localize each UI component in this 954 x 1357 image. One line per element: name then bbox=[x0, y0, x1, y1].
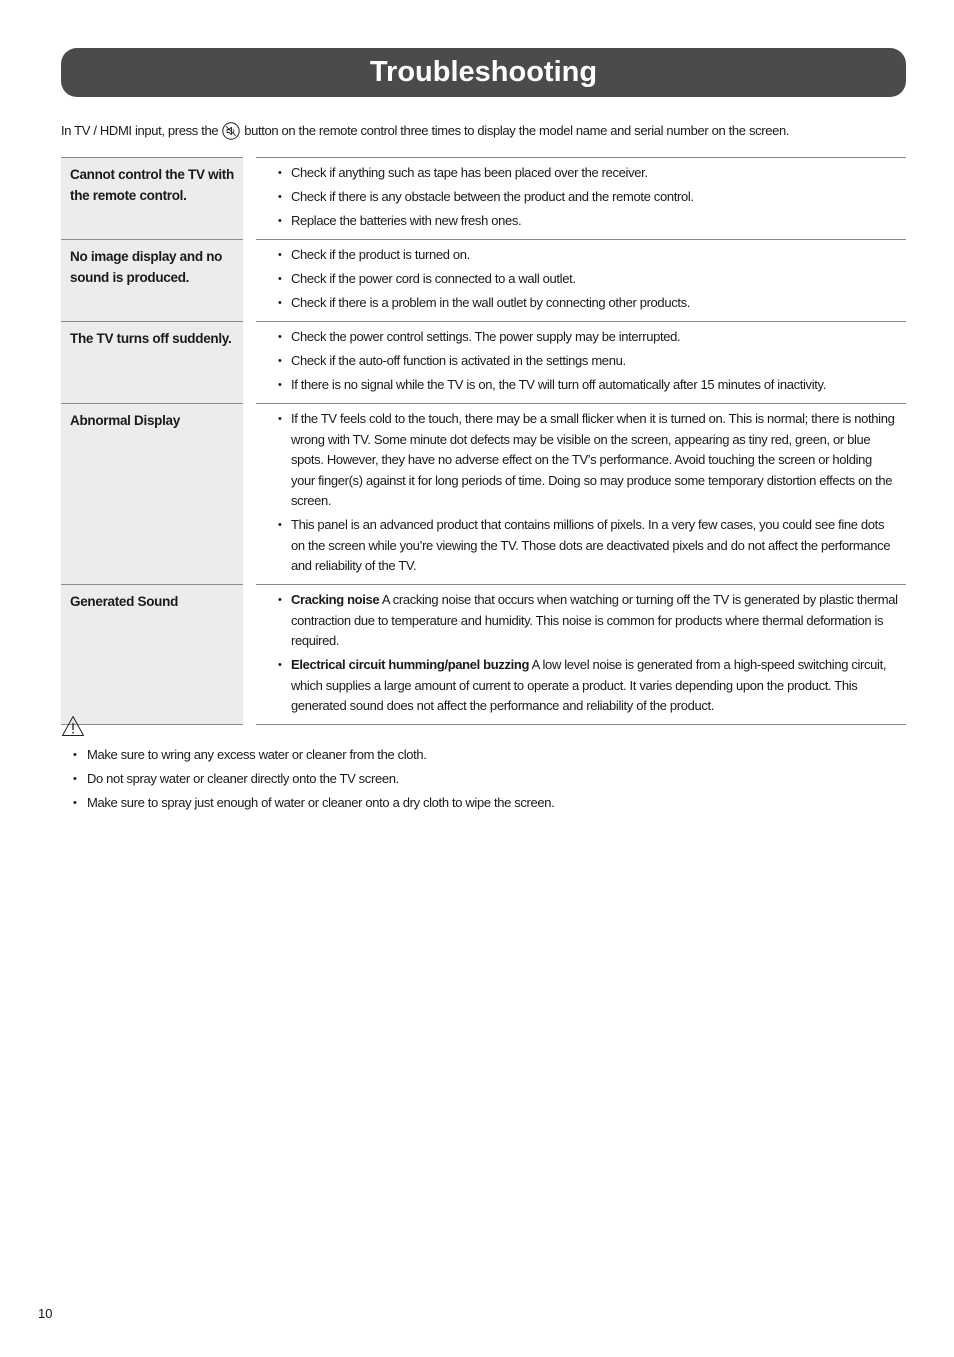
solution-item: • Check if anything such as tape has been placed over the receiver. bbox=[278, 163, 898, 184]
intro-before: In TV / HDMI input, press the bbox=[61, 123, 219, 138]
caution-item: • Make sure to spray just enough of water or cleaner onto a dry cloth to wipe the screen. bbox=[61, 793, 906, 813]
solution-item: • If the TV feels cold to the touch, there may be a small flicker when it is turned on. This is normal; there is nothing wrong with TV. Some minute dot defects may be visible on the screen, appearing as tiny red, green, or blue spots. However, they have no adverse effect on the TV’s performance. Avoid touching the screen or holding your finger(s) against it for long periods of time. Doing so may produce some temporary distortion effects on the screen. bbox=[278, 409, 898, 512]
solution-item: • Check the power control settings. The power supply may be interrupted. bbox=[278, 327, 898, 348]
troubleshooting-table bbox=[61, 157, 906, 725]
problem-cell: Cannot control the TV with the remote control. bbox=[61, 157, 243, 239]
solution-item: • This panel is an advanced product that contains millions of pixels. In a very few cases, you could see fine dots on the screen while you’re viewing the TV. Those dots are deactivated pixels and do not affect the performance and reliability of the TV. bbox=[278, 515, 898, 577]
solution-item: • Check if the power cord is connected to a wall outlet. bbox=[278, 269, 898, 290]
solution-item: • Check if the product is turned on. bbox=[278, 245, 898, 266]
solution-item: • Check if the auto-off function is activated in the settings menu. bbox=[278, 351, 898, 372]
solution-cell bbox=[256, 239, 906, 321]
solution-cell bbox=[256, 584, 906, 725]
caution-section bbox=[61, 715, 906, 817]
solution-item: • Cracking noise A cracking noise that occurs when watching or turning off the TV is generated by plastic thermal contraction due to temperature and humidity. This noise is common for products where thermal deformation is required. bbox=[278, 590, 898, 652]
table-row bbox=[61, 321, 906, 403]
solution-term: Cracking noise bbox=[291, 592, 380, 607]
page-number: 10 bbox=[38, 1306, 53, 1321]
page-title: Troubleshooting bbox=[369, 56, 598, 88]
solution-cell bbox=[256, 403, 906, 584]
problem-cell: Abnormal Display bbox=[61, 403, 243, 584]
intro-text bbox=[61, 121, 906, 141]
table-row bbox=[61, 157, 906, 239]
solution-term: Electrical circuit humming/panel buzzing bbox=[291, 657, 530, 672]
table-row bbox=[61, 239, 906, 321]
problem-cell: No image display and no sound is produced. bbox=[61, 239, 243, 321]
table-row bbox=[61, 403, 906, 584]
solution-cell bbox=[256, 321, 906, 403]
solution-item: • Check if there is a problem in the wall outlet by connecting other products. bbox=[278, 293, 898, 314]
solution-item: • Electrical circuit humming/panel buzzing A low level noise is generated from a high-speed switching circuit, which supplies a large amount of current to operate a product. It varies depending upon the product. This generated sound does not affect the performance and reliability of the product. bbox=[278, 655, 898, 717]
warning-triangle-icon bbox=[61, 715, 85, 737]
table-row bbox=[61, 584, 906, 725]
solution-item: • If there is no signal while the TV is on, the TV will turn off automatically after 15 minutes of inactivity. bbox=[278, 375, 898, 396]
problem-cell: The TV turns off suddenly. bbox=[61, 321, 243, 403]
title-banner bbox=[61, 48, 906, 97]
problem-cell: Generated Sound bbox=[61, 584, 243, 725]
solution-item: • Check if there is any obstacle between the product and the remote control. bbox=[278, 187, 898, 208]
caution-item: • Do not spray water or cleaner directly onto the TV screen. bbox=[61, 769, 906, 789]
intro-after: button on the remote control three times to display the model name and serial number on the screen. bbox=[244, 123, 790, 138]
caution-item: • Make sure to wring any excess water or cleaner from the cloth. bbox=[61, 745, 906, 765]
mute-button-icon bbox=[222, 122, 240, 140]
solution-cell bbox=[256, 157, 906, 239]
solution-item: • Replace the batteries with new fresh ones. bbox=[278, 211, 898, 232]
